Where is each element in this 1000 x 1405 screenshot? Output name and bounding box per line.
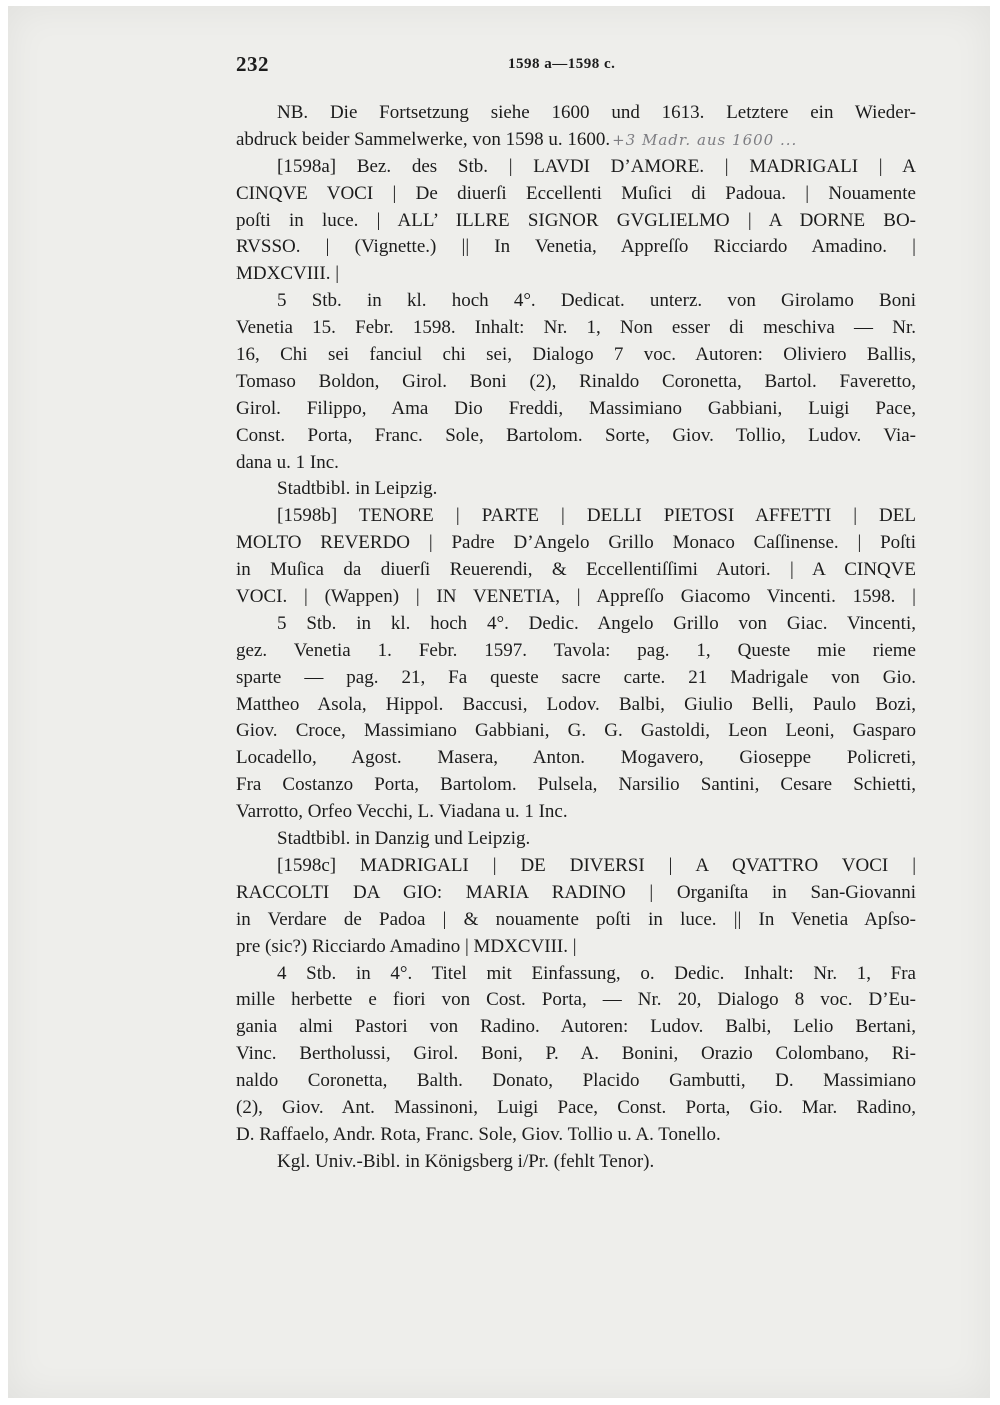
line-text: RACCOLTI DA GIO: MARIA RADINO | Organiſta in San-Giovanni — [236, 881, 916, 903]
text-line — [236, 799, 916, 826]
line-text: dana u. 1 Inc. — [236, 451, 339, 473]
line-text: MDXCVIII. | — [236, 263, 340, 285]
line-text: Mattheo Asola, Hippol. Baccusi, Lodov. Balbi, Giulio Belli, Paulo Bozi, — [236, 693, 916, 715]
text-line — [236, 423, 916, 450]
text-line — [236, 961, 916, 988]
line-text: (2), Giov. Ant. Massinoni, Luigi Pace, Const. Porta, Gio. Mar. Radino, — [236, 1096, 916, 1118]
text-line — [236, 718, 916, 745]
line-text: 5 Stb. in kl. hoch 4°. Dedic. Angelo Grillo von Giac. Vincenti, — [277, 612, 916, 634]
line-text: 5 Stb. in kl. hoch 4°. Dedicat. unterz. von Girolamo Boni — [277, 290, 916, 312]
line-text: poſti in luce. | ALL’ ILLRE SIGNOR GVGLIELMO | A DORNE BO- — [236, 209, 916, 231]
text-line — [236, 880, 916, 907]
line-text: Tomaso Boldon, Girol. Boni (2), Rinaldo Coronetta, Bartol. Faveretto, — [236, 370, 916, 392]
text-line — [236, 476, 916, 503]
text-line — [236, 369, 916, 396]
text-line — [236, 611, 916, 638]
line-text: Const. Porta, Franc. Sole, Bartolom. Sorte, Giov. Tollio, Ludov. Via- — [236, 424, 916, 446]
body-text — [236, 100, 916, 1176]
book-page — [8, 6, 990, 1398]
line-text: Giov. Croce, Massimiano Gabbiani, G. G. Gastoldi, Leon Leoni, Gasparo — [236, 720, 916, 742]
line-text: gez. Venetia 1. Febr. 1597. Tavola: pag. 1, Queste mie rieme — [236, 639, 916, 661]
text-line — [236, 692, 916, 719]
text-line — [236, 638, 916, 665]
text-line — [236, 772, 916, 799]
text-line — [236, 234, 916, 261]
line-text: Girol. Filippo, Ama Dio Freddi, Massimiano Gabbiani, Luigi Pace, — [236, 397, 916, 419]
line-text: 16, Chi sei fanciul chi sei, Dialogo 7 voc. Autoren: Oliviero Ballis, — [236, 344, 916, 366]
text-line — [236, 100, 916, 127]
line-text: sparte — pag. 21, Fa queste sacre carte. 21 Madrigale von Gio. — [236, 666, 916, 688]
text-line — [236, 745, 916, 772]
line-text: [1598a] Bez. des Stb. | LAVDI D’AMORE. | MADRIGALI | A — [277, 155, 916, 177]
line-text: Venetia 15. Febr. 1598. Inhalt: Nr. 1, Non esser di meschiva — Nr. — [236, 317, 916, 339]
line-text: [1598c] MADRIGALI | DE DIVERSI | A QVATTRO VOCI | — [277, 854, 916, 876]
text-line — [236, 342, 916, 369]
line-text: pre (sic?) Ricciardo Amadino | MDXCVIII. | — [236, 935, 577, 957]
line-text: 4 Stb. in 4°. Titel mit Einfassung, o. Dedic. Inhalt: Nr. 1, Fra — [277, 962, 916, 984]
text-line — [236, 853, 916, 880]
line-text: MOLTO REVERDO | Padre D’Angelo Grillo Monaco Caſſinense. | Poſti — [236, 532, 916, 554]
line-text: [1598b] TENORE | PARTE | DELLI PIETOSI AFFETTI | DEL — [277, 505, 916, 527]
line-text: Locadello, Agost. Masera, Anton. Mogavero, Gioseppe Policreti, — [236, 747, 916, 769]
text-line — [236, 1014, 916, 1041]
text-line — [236, 127, 916, 154]
line-text: gania almi Pastori von Radino. Autoren: Ludov. Balbi, Lelio Bertani, — [236, 1016, 916, 1038]
running-head: 1598 a—1598 c. — [508, 56, 616, 72]
text-line — [236, 1041, 916, 1068]
text-line — [236, 665, 916, 692]
text-line — [236, 530, 916, 557]
line-text: naldo Coronetta, Balth. Donato, Placido Gambutti, D. Massimiano — [236, 1070, 916, 1092]
text-line — [236, 154, 916, 181]
text-line — [236, 907, 916, 934]
line-text: D. Raffaelo, Andr. Rota, Franc. Sole, Giov. Tollio u. A. Tonello. — [236, 1123, 721, 1145]
text-line — [236, 261, 916, 288]
text-line — [236, 584, 916, 611]
line-text: mille herbette e fiori von Cost. Porta, — Nr. 20, Dialogo 8 voc. D’Eu- — [236, 989, 916, 1011]
page-header — [236, 52, 916, 82]
line-text: Varrotto, Orfeo Vecchi, L. Viadana u. 1 Inc. — [236, 801, 568, 823]
line-text: VOCI. | (Wappen) | IN VENETIA, | Appreſſo Giacomo Vincenti. 1598. | — [236, 586, 916, 608]
line-text: in Verdare de Padoa | & nouamente poſti in luce. || In Venetia Apſso- — [236, 908, 916, 930]
text-line — [236, 503, 916, 530]
text-line — [236, 934, 916, 961]
text-line — [236, 288, 916, 315]
text-line — [236, 1095, 916, 1122]
line-text: NB. Die Fortsetzung siehe 1600 und 1613. Letztere ein Wieder- — [277, 102, 916, 123]
text-line — [236, 987, 916, 1014]
line-text: RVSSO. | (Vignette.) || In Venetia, Appreſſo Ricciardo Amadino. | — [236, 236, 916, 258]
text-line — [236, 826, 916, 853]
text-line — [236, 1122, 916, 1149]
line-text: abdruck beider Sammelwerke, von 1598 u. 1600. — [236, 128, 611, 150]
line-text: Stadtbibl. in Danzig und Leipzig. — [277, 828, 531, 850]
text-line — [236, 181, 916, 208]
text-line — [236, 396, 916, 423]
page-number: 232 — [236, 52, 269, 76]
line-text: Vinc. Bertholussi, Girol. Boni, P. A. Bonini, Orazio Colombano, Ri- — [236, 1043, 916, 1065]
text-line — [236, 557, 916, 584]
handwritten-annotation: +3 Madr. aus 1600 ... — [612, 130, 798, 149]
text-line — [236, 315, 916, 342]
text-line — [236, 450, 916, 477]
line-text: CINQVE VOCI | De diuerſi Eccellenti Muſici di Padoua. | Nouamente — [236, 182, 916, 204]
text-line — [236, 1068, 916, 1095]
line-text: in Muſica da diuerſi Reuerendi, & Eccellentiſſimi Autori. | A CINQVE — [236, 559, 916, 581]
line-text: Stadtbibl. in Leipzig. — [277, 478, 438, 500]
text-line — [236, 208, 916, 235]
text-line — [236, 1149, 916, 1176]
line-text: Fra Costanzo Porta, Bartolom. Pulsela, Narsilio Santini, Cesare Schietti, — [236, 774, 916, 796]
line-text: Kgl. Univ.-Bibl. in Königsberg i/Pr. (fehlt Tenor). — [277, 1150, 655, 1172]
